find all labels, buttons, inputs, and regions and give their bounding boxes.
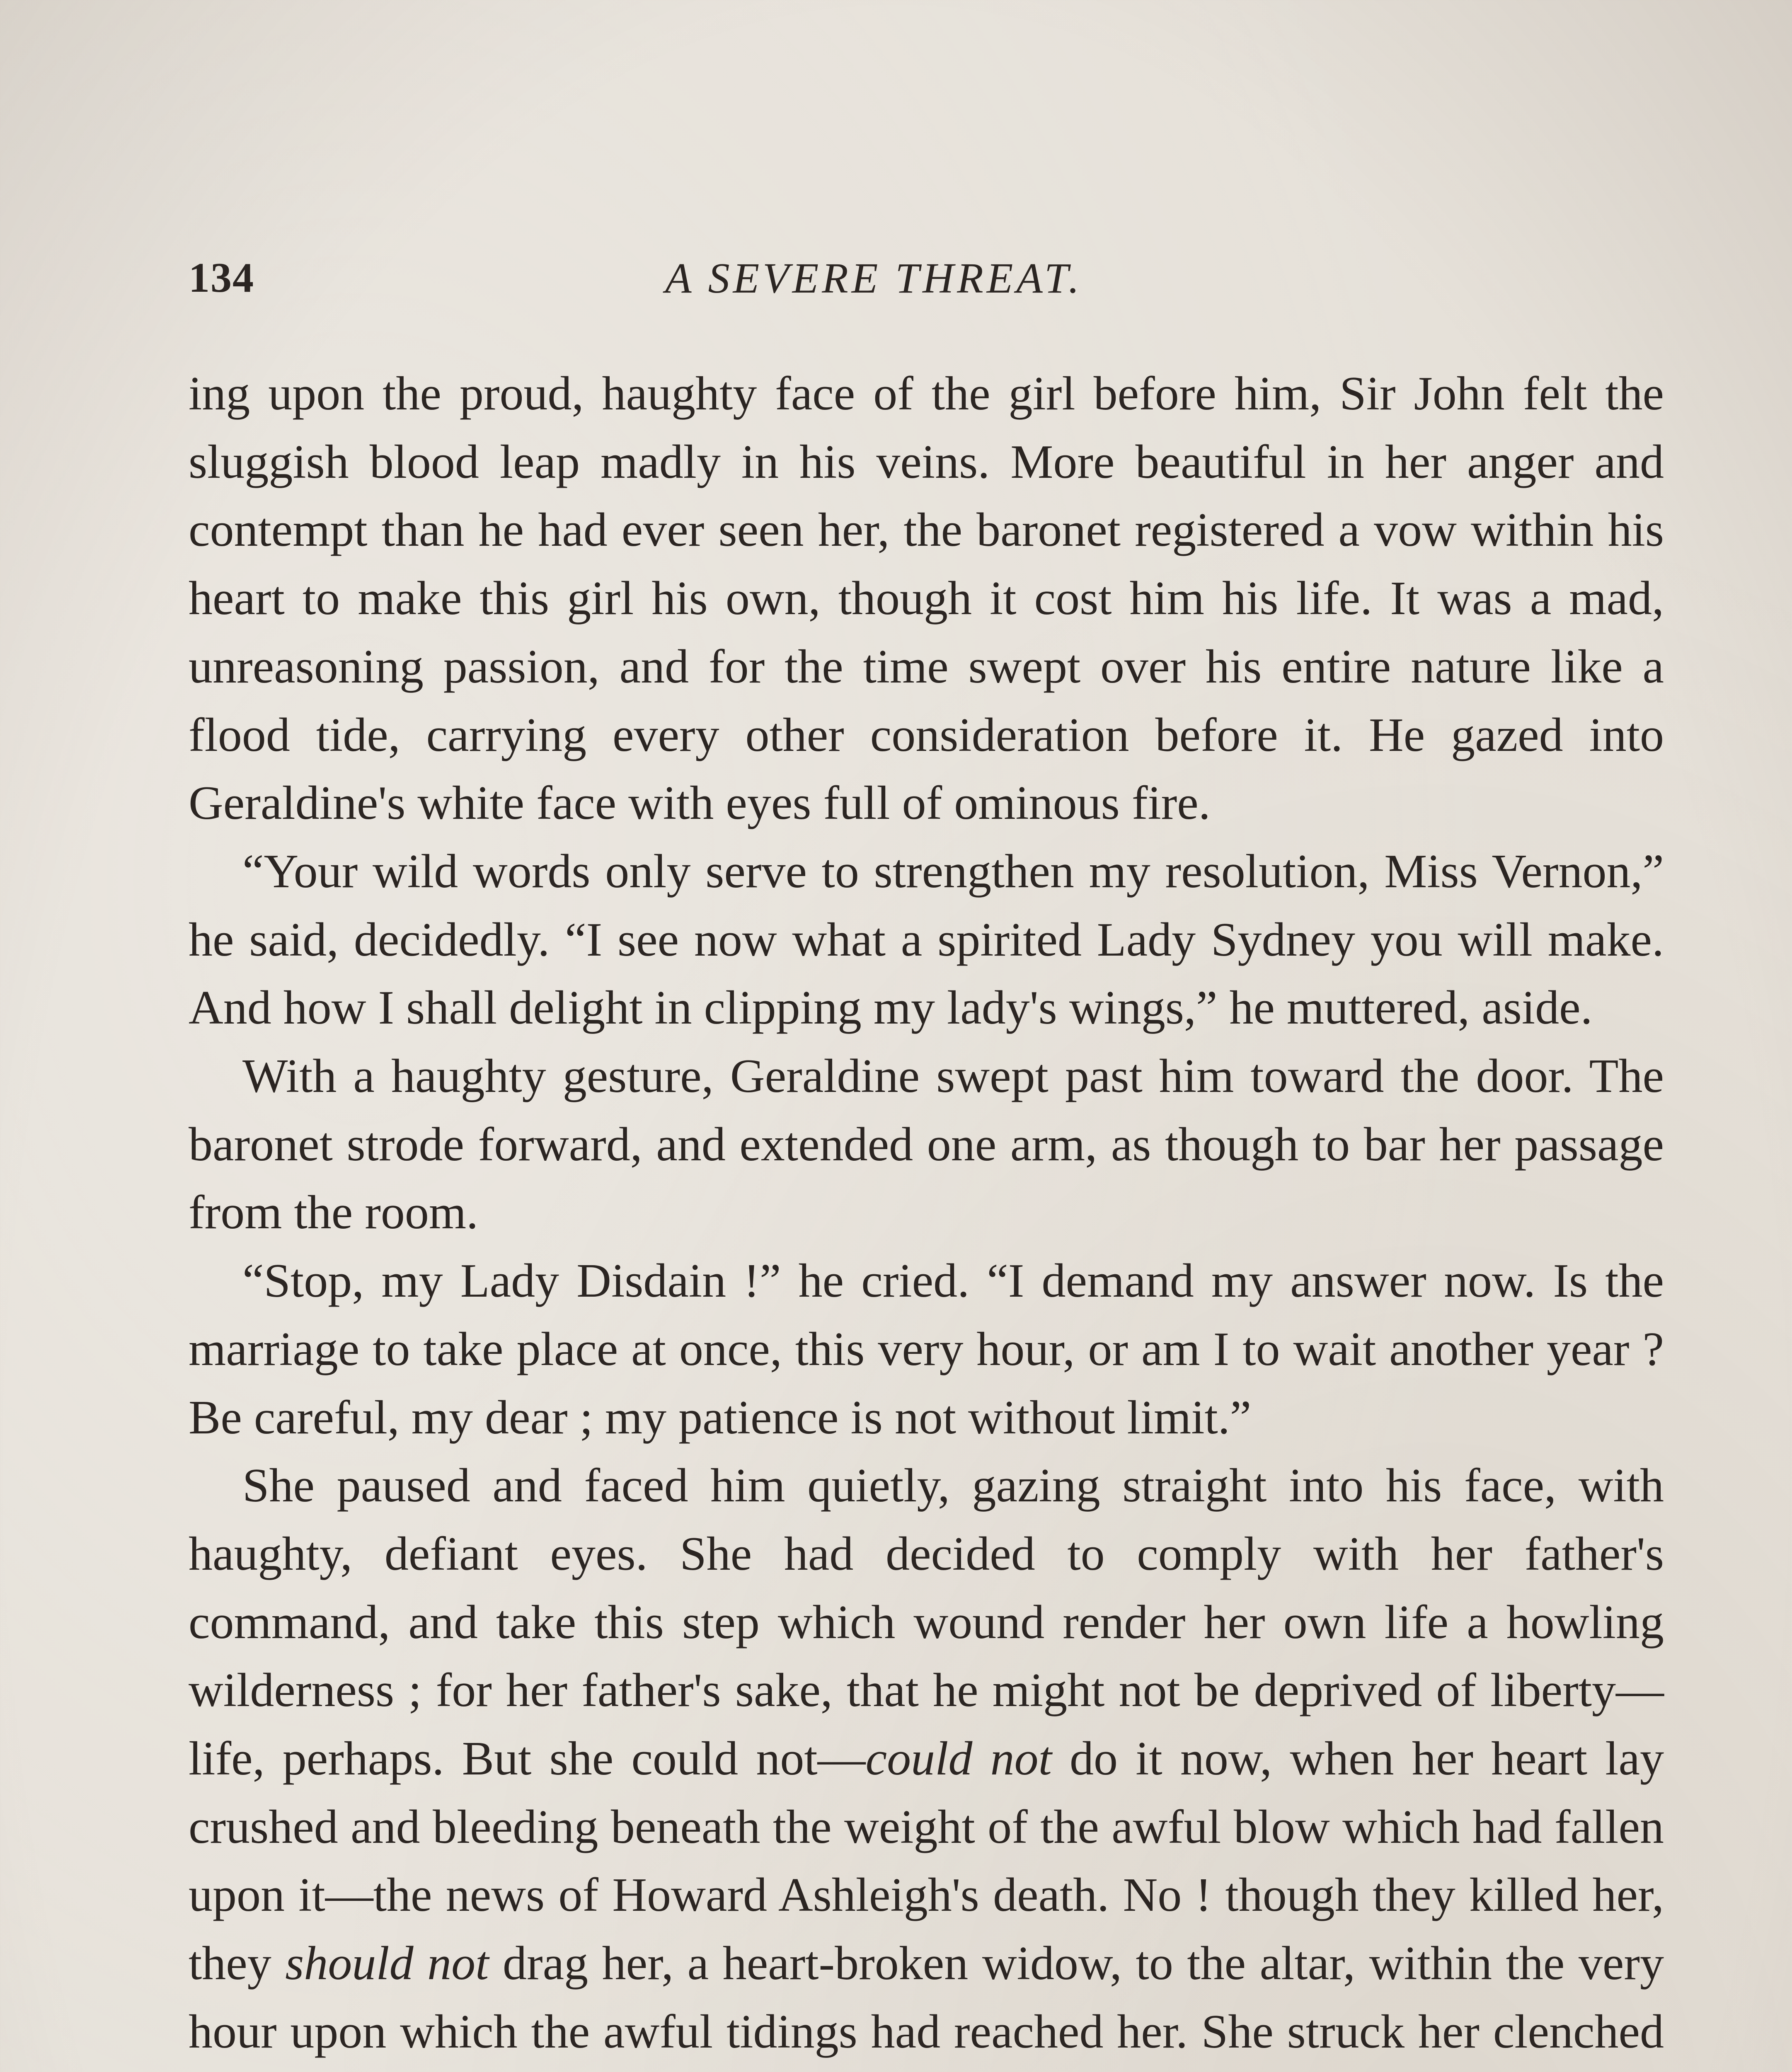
- text-run: drag her, a heart-broken widow, to the altar, within the very hour upon which the awful tidings had reached her. She struck her clenched: [189, 1937, 1664, 2058]
- running-title: A SEVERE THREAT.: [665, 254, 1083, 302]
- paragraph-narration: [189, 1452, 1664, 2072]
- text-run: do it now, when her heart lay crushed and bleeding beneath the weight of the awful blow which had fallen upon it—the news of Howard Ashleigh's death. No ! though they killed her, they: [189, 1732, 1664, 1990]
- emphasis-text: could not: [865, 1732, 1052, 1786]
- emphasis-text: should not: [285, 1937, 489, 1990]
- text-run: “Your wild words only serve to strengthen my resolution, Miss Vernon,” he said, decidedly. “I see now what a spirited Lady Sydney you will make. And how I shall delight in clipping my lady's wings,” he muttered, aside.: [189, 845, 1664, 1035]
- paragraph-narration: [189, 1042, 1664, 1247]
- text-run: “Stop, my Lady Disdain !” he cried. “I demand my answer now. Is the marriage to take place at once, this very hour, or am I to wait another year ? Be careful, my dear ; my patience is not without limit.”: [189, 1254, 1664, 1444]
- text-run: With a haughty gesture, Geraldine swept past him toward the door. The baronet strode forward, and extended one arm, as though to bar her passage from the room.: [189, 1050, 1664, 1239]
- text-run: She paused and faced him quietly, gazing straight into his face, with haughty, defiant eyes. She had decided to comply with her father's command, and take this step which wound render her own life a howling wilderness ; for her father's sake, that he might not be deprived of liberty—life, perhaps. But she could not—: [189, 1459, 1664, 1786]
- text-run: ing upon the proud, haughty face of the girl before him, Sir John felt the sluggish blood leap madly in his veins. More beautiful in her anger and contempt than he had ever seen her, the baronet registered a vow within his heart to make this girl his own, though it cost him his life. It was a mad, unreasoning passion, and for the time swept over his entire nature like a flood tide, carrying every other consideration before it. He gazed into Geraldine's white face with eyes full of ominous fire.: [189, 367, 1664, 830]
- paragraph-dialogue: [189, 1247, 1664, 1452]
- page-number: 134: [189, 254, 254, 301]
- running-head: [189, 254, 1664, 312]
- body-text: [189, 360, 1664, 2072]
- paragraph-continuation: [189, 360, 1664, 838]
- paragraph-dialogue: [189, 838, 1664, 1042]
